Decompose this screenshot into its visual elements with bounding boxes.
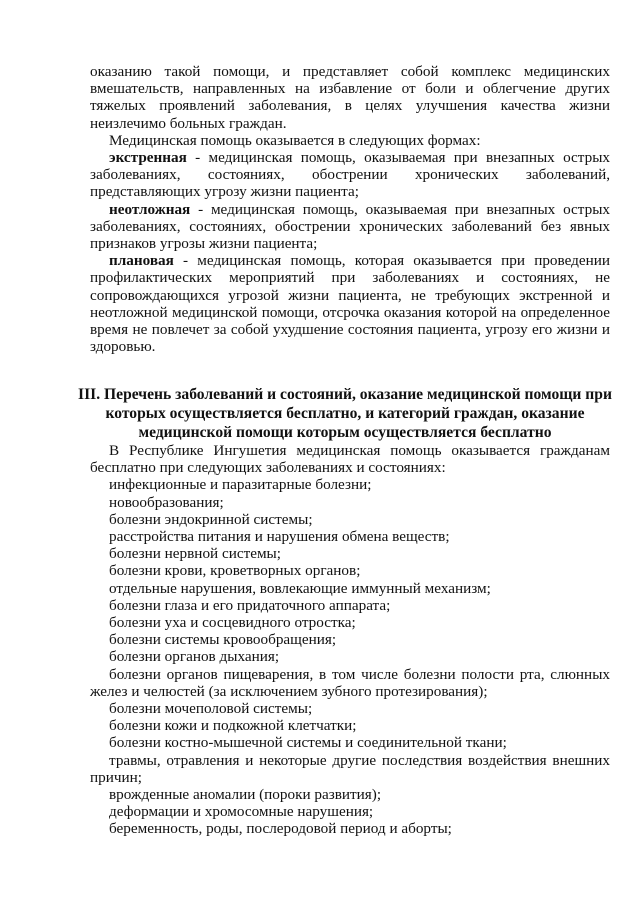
form-description: - медицинская помощь, которая оказывается при проведении профилактических мероприятий при заболеваниях и состояниях, не сопровождающихся угрозой жизни пациента, не требующих экстренной и неотложной медицинской помощи, отсрочка оказания которой на определенное время не повлечет за собой ухудшение состояния пациента, угрозу его жизни и здоровью. [90, 252, 610, 356]
paragraph-palliative: оказанию такой помощи, и представляет собой комплекс медицинских вмешательств, направленных на избавление от боли и облегчение других тяжелых проявлений заболевания, в целях улучшения качества жизни неизлечимо больных граждан. [90, 63, 610, 132]
list-item: инфекционные и паразитарные болезни; [109, 476, 372, 494]
list-item: болезни мочеполовой системы; [109, 700, 313, 718]
list-item: беременность, роды, послеродовой период и аборты; [109, 820, 452, 838]
list-item: новообразования; [109, 493, 224, 511]
form-urgent [90, 201, 610, 253]
section-body [90, 442, 610, 838]
form-term: экстренная [109, 149, 187, 167]
list-item: травмы, отравления и некоторые другие последствия воздействия внешних причин; [90, 751, 610, 786]
section-intro: В Республике Ингушетия медицинская помощь оказывается гражданам бесплатно при следующих заболеваниях и состояниях: [90, 442, 610, 477]
section-heading: III. Перечень заболеваний и состояний, оказание медицинской помощи при которых осуществляется бесплатно, и категорий граждан, оказание медицинской помощи которым осуществляется бесплатно [78, 386, 612, 441]
list-item: болезни костно-мышечной системы и соединительной ткани; [109, 734, 507, 752]
form-term: неотложная [109, 200, 191, 218]
list-item: болезни органов пищеварения, в том числе болезни полости рта, слюнных желез и челюстей (за исключением зубного протезирования); [90, 665, 610, 700]
form-term: плановая [109, 252, 174, 270]
list-item: болезни нервной системы; [109, 545, 281, 563]
list-item: болезни эндокринной системы; [109, 510, 313, 528]
list-item: болезни уха и сосцевидного отростка; [109, 614, 356, 632]
form-description: - медицинская помощь, оказываемая при внезапных острых заболеваниях, состояниях, обострении хронических заболеваний без явных признаков угрозы жизни пациента; [90, 200, 610, 253]
form-emergency [90, 149, 610, 201]
list-item: болезни органов дыхания; [109, 648, 280, 666]
form-description: - медицинская помощь, оказываемая при внезапных острых заболеваниях, состояниях, обострении хронических заболеваний, представляющих угрозу жизни пациента; [90, 149, 610, 201]
list-item: болезни кожи и подкожной клетчатки; [109, 717, 357, 735]
list-item: болезни крови, кроветворных органов; [109, 562, 361, 580]
form-planned [90, 252, 610, 355]
intro-block [90, 63, 610, 355]
list-item: болезни глаза и его придаточного аппарата; [109, 596, 391, 614]
list-item: врожденные аномалии (пороки развития); [109, 786, 382, 804]
list-item: расстройства питания и нарушения обмена веществ; [109, 528, 450, 546]
list-item: отдельные нарушения, вовлекающие иммунный механизм; [109, 579, 491, 597]
list-item: деформации и хромосомные нарушения; [109, 803, 374, 821]
disease-list [90, 476, 610, 837]
paragraph-forms-intro: Медицинская помощь оказывается в следующих формах: [109, 131, 481, 149]
list-item: болезни системы кровообращения; [109, 631, 337, 649]
